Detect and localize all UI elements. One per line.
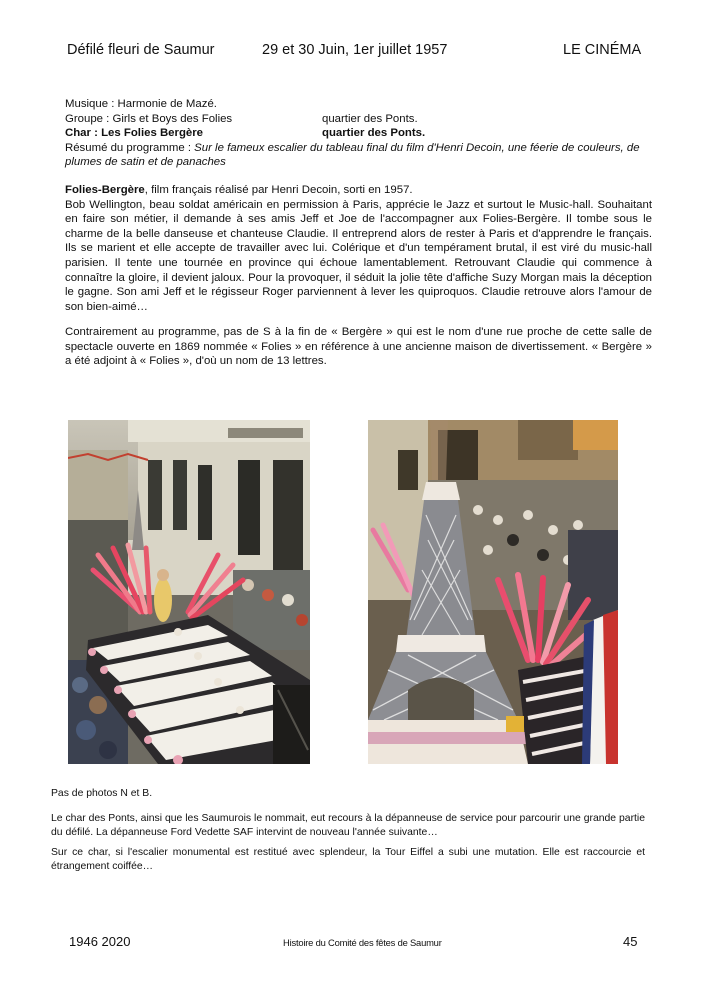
film-intro <box>65 183 652 198</box>
float-staircase-photo <box>68 420 310 764</box>
header-left-title: Défilé fleuri de Saumur <box>67 42 215 58</box>
footer-title: Histoire du Comité des fêtes de Saumur <box>283 937 442 948</box>
group-location: quartier des Ponts. <box>322 112 418 125</box>
program-prefix: Résumé du programme : <box>65 141 195 154</box>
name-note: Contrairement au programme, pas de S à la fin de « Bergère » qui est le nom d'une rue proche de cette salle de spectacle ouverte en 1869 nommée « Folies » en référence à une ancienne maison de divertissement. « Bergère » a été adjoint à « Folies », d'où un nom de 13 lettres. <box>65 326 652 368</box>
group-line <box>65 112 652 127</box>
float-info <box>65 97 652 170</box>
group-label: Groupe : Girls et Boys des Folies <box>65 112 233 125</box>
char-location: quartier des Ponts. <box>322 127 426 140</box>
header-section: LE CINÉMA <box>563 42 642 58</box>
film-synopsis: Bob Wellington, beau soldat américain en permission à Paris, apprécie le Jazz et surtout le Music-hall. Souhaitant en faire son métier, il demande à ses amis Jeff et Joe de l'accompagner aux Folies-Bergère. Il tombe sous le charme de la belle danseuse et chanteuse Claudie. Il entreprend alors de rester à Paris et d'apprendre le français. Ils se marient et elle accepte de travailler avec lui. Colérique et d'un tempérament brutal, il est viré du music-hall parisien. Il tente une tournée en province qui échoue lamentablement. Retrouvant Claudie qui commence à connaître la gloire, il devient jaloux. Pour la provoquer, il séduit la jolie tête d'affiche Suzy Morgan mais la déception le gagne. Son ami Jeff et le régisseur Roger parviennent à lever les quiproquos. Claudie retrouve alors l'amour de son bien-aimé… <box>65 198 652 313</box>
eiffel-mutation-paragraph: Sur ce char, si l'escalier monumental est restitué avec splendeur, la Tour Eiffel a subi une mutation. Elle est raccourcie et étrangement coiffée… <box>51 847 645 872</box>
char-label: Char : Les Folies Bergère <box>65 127 204 140</box>
no-photos-caption: Pas de photos N et B. <box>51 788 153 799</box>
char-line <box>65 126 652 141</box>
film-description <box>65 183 652 314</box>
film-intro-text: , film français réalisé par Henri Decoin, sorti en 1957. <box>144 184 413 196</box>
footer-years: 1946 2020 <box>69 934 131 949</box>
film-title: Folies-Bergère <box>65 184 145 196</box>
float-eiffel-tower-photo <box>368 420 618 764</box>
program-summary <box>65 141 652 170</box>
page-number: 45 <box>623 934 638 949</box>
music-line: Musique : Harmonie de Mazé. <box>65 98 217 110</box>
program-text: Sur le fameux escalier du tableau final du film d'Henri Decoin, une féerie de couleurs, de plumes de satin et de panaches <box>65 141 640 169</box>
header-date: 29 et 30 Juin, 1er juillet 1957 <box>262 42 448 58</box>
tow-truck-paragraph: Le char des Ponts, ainsi que les Saumurois le nommait, eut recours à la dépanneuse de service pour parcourir une grande partie du défilé. La dépanneuse Ford Vedette SAF intervint de nouveau l'année suivante… <box>51 813 645 838</box>
